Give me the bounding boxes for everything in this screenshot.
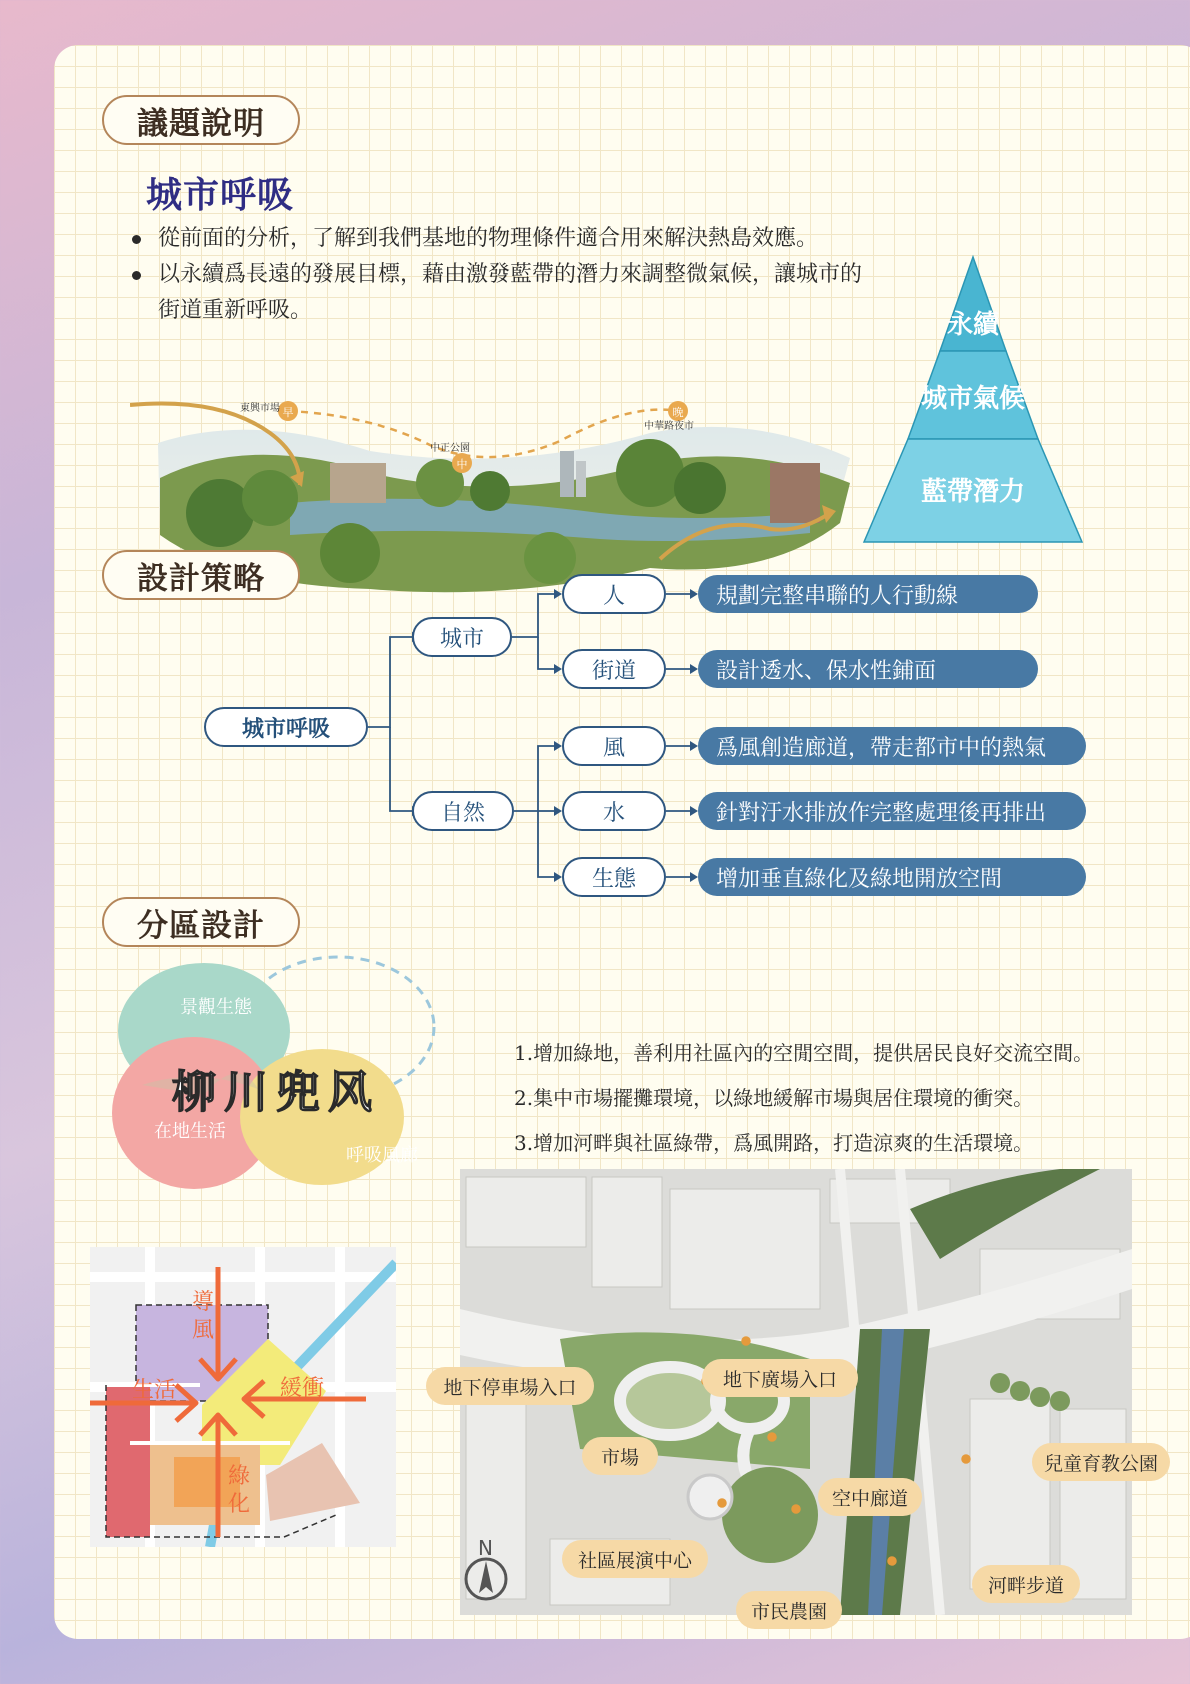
strategy-node-wind: 風 (562, 726, 666, 766)
illustration-label-morning: 早 (282, 406, 294, 419)
site-callout-plaza: 地下廣場入口 (702, 1359, 858, 1397)
illustration-label-noon: 中 (456, 458, 468, 471)
zoning-point-1: 1.增加綠地，善利用社區內的空閒空間，提供居民良好交流空間。 (514, 1041, 1094, 1065)
strategy-node-ecology: 生態 (562, 857, 666, 897)
svg-text:呼吸風廊 (346, 1145, 418, 1166)
page-sheet (54, 45, 1190, 1639)
issue-title: 城市呼吸 (146, 174, 295, 216)
pyramid-top: 永續 (946, 310, 1000, 340)
zoning-label-life: 生活 (132, 1378, 177, 1403)
site-callout-farm: 市民農園 (736, 1591, 842, 1629)
venn-label-local-life: 在地生活 (154, 1121, 226, 1142)
illustration-label-evening: 晚 (672, 406, 684, 419)
issue-bullet-2: 以永續爲長遠的發展目標，藉由激發藍帶的潛力來調整微氣候，讓城市的街道重新呼吸。 (130, 257, 870, 329)
zoning-label-guide-wind-2: 風 (192, 1318, 215, 1343)
site-callout-skywalk: 空中廊道 (818, 1478, 922, 1516)
strategy-root-node: 城市呼吸 (204, 707, 368, 747)
strategy-action-water: 針對汙水排放作完整處理後再排出 (698, 792, 1086, 830)
section-header-strategy: 設計策略 (102, 550, 300, 600)
strategy-action-wind: 爲風創造廊道，帶走都市中的熱氣 (698, 727, 1086, 765)
zoning-point-2: 2.集中市場擺攤環境，以綠地緩解市場與居住環境的衝突。 (514, 1086, 1034, 1110)
illustration-label-night-market: 中華路夜市 (644, 421, 694, 432)
zoning-label-guide-wind-1: 導 (192, 1290, 215, 1315)
venn-logo-text: 柳川兜风 (172, 1067, 380, 1118)
zoning-points (514, 1031, 1190, 1166)
pyramid-bottom: 藍帶潛力 (920, 477, 1026, 507)
site-callout-market: 市場 (582, 1437, 658, 1475)
site-callout-parking: 地下停車場入口 (426, 1367, 594, 1405)
strategy-action-ecology: 增加垂直綠化及綠地開放空間 (698, 858, 1086, 896)
zoning-label-buffer: 緩衝 (280, 1376, 325, 1401)
pyramid-middle: 城市氣候 (920, 384, 1026, 414)
section-header-issue: 議題說明 (102, 95, 300, 145)
strategy-action-people: 規劃完整串聯的人行動線 (698, 575, 1038, 613)
strategy-branch-nature: 自然 (412, 791, 514, 831)
site-callout-riverside-walk: 河畔步道 (972, 1565, 1080, 1603)
zoning-label-green-2: 化 (228, 1492, 251, 1517)
zoning-venn-diagram (108, 955, 448, 1225)
zoning-point-3: 3.增加河畔與社區綠帶，爲風開路，打造涼爽的生活環境。 (514, 1131, 1034, 1155)
svg-text:景觀生態 (180, 997, 253, 1018)
section-header-zoning: 分區設計 (102, 897, 300, 947)
strategy-node-people: 人 (562, 574, 666, 614)
venn-label-wind-corridor: 呼吸風廊 (346, 1145, 418, 1166)
illustration-label-park: 中正公園 (430, 443, 470, 454)
site-plan-north: N (478, 1536, 493, 1560)
strategy-node-water: 水 (562, 791, 666, 831)
site-callout-children-park: 兒童育教公園 (1032, 1443, 1170, 1481)
strategy-action-street: 設計透水、保水性鋪面 (698, 650, 1038, 688)
zoning-label-green-1: 綠 (228, 1464, 251, 1489)
issue-bullet-1: 從前面的分析，了解到我們基地的物理條件適合用來解決熱島效應。 (130, 221, 870, 257)
zoning-block-diagram (90, 1247, 396, 1547)
venn-label-landscape: 景觀生態 (180, 997, 252, 1018)
svg-text:在地生活 (154, 1121, 226, 1142)
site-callout-community-center: 社區展演中心 (562, 1540, 708, 1578)
illustration-label-east-market: 東興市場 (240, 403, 280, 414)
strategy-node-street: 街道 (562, 649, 666, 689)
strategy-branch-city: 城市 (412, 617, 512, 657)
